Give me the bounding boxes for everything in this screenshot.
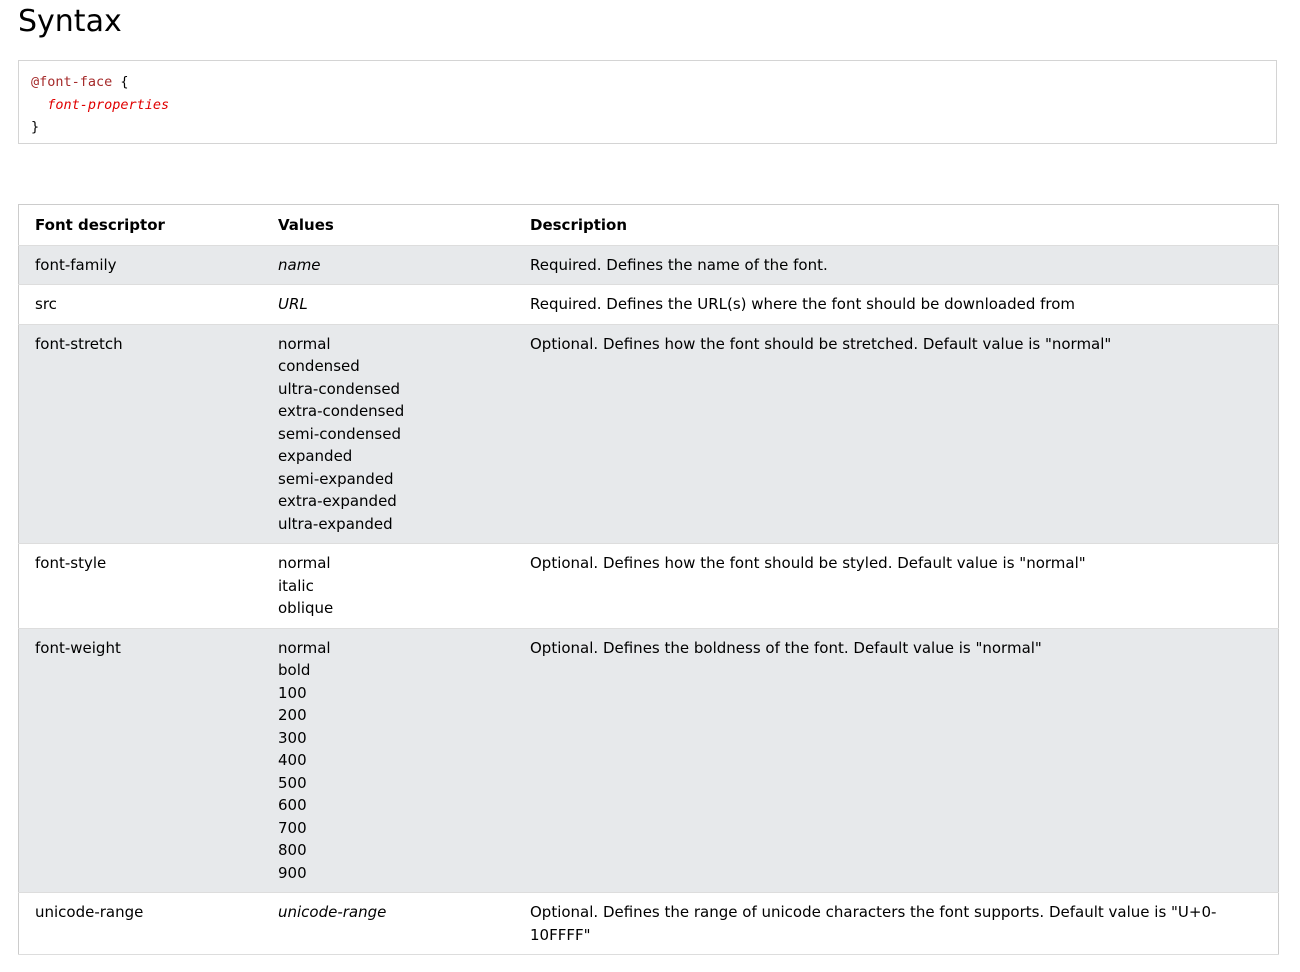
description-cell: Optional. Defines the boldness of the font. Default value is "normal" xyxy=(514,628,1279,893)
value-item: ultra-expanded xyxy=(278,514,393,533)
table-row xyxy=(19,893,1279,955)
table-row xyxy=(19,245,1279,285)
header-font-descriptor: Font descriptor xyxy=(19,205,263,246)
values-cell xyxy=(262,628,514,893)
values-cell xyxy=(262,245,514,285)
value-item: normal xyxy=(278,334,331,353)
value-item: oblique xyxy=(278,599,334,617)
value-item: name xyxy=(278,255,321,274)
code-open-brace: { xyxy=(112,74,129,90)
value-item: 800 xyxy=(278,841,307,859)
value-item: normal xyxy=(278,638,331,657)
code-properties: font-properties xyxy=(47,96,170,113)
value-item: semi-condensed xyxy=(278,424,401,443)
descriptor-cell: src xyxy=(19,285,263,325)
code-example xyxy=(18,60,1277,144)
value-item: normal xyxy=(278,554,331,572)
value-item: 600 xyxy=(278,796,307,814)
code-line-1 xyxy=(31,71,1264,94)
descriptor-cell: font-style xyxy=(19,544,263,629)
values-cell xyxy=(262,285,514,325)
value-item: 400 xyxy=(278,751,307,769)
value-item: italic xyxy=(278,576,314,595)
value-item: ultra-condensed xyxy=(278,379,401,398)
value-item: semi-expanded xyxy=(278,469,394,488)
table-header-row xyxy=(19,205,1279,246)
descriptor-cell: font-stretch xyxy=(19,324,263,544)
value-item: 200 xyxy=(278,706,307,724)
values-cell xyxy=(262,324,514,544)
description-cell: Required. Defines the URL(s) where the font should be downloaded from xyxy=(514,285,1279,325)
value-item: expanded xyxy=(278,447,353,465)
table-body xyxy=(19,245,1279,955)
values-cell xyxy=(262,893,514,955)
descriptor-cell: font-family xyxy=(19,245,263,285)
value-item: URL xyxy=(278,295,308,313)
description-cell: Optional. Defines the range of unicode characters the font supports. Default value is "U+0-10FFFF" xyxy=(514,893,1279,955)
value-item: 100 xyxy=(278,683,307,702)
description-cell: Required. Defines the name of the font. xyxy=(514,245,1279,285)
header-values: Values xyxy=(262,205,514,246)
section-heading: Syntax xyxy=(18,4,122,39)
header-description: Description xyxy=(514,205,1279,246)
value-item: 700 xyxy=(278,818,307,837)
value-item: condensed xyxy=(278,357,360,375)
values-cell xyxy=(262,544,514,629)
value-item: extra-expanded xyxy=(278,492,397,510)
value-item: 500 xyxy=(278,773,307,792)
code-at-rule: @font-face xyxy=(31,74,113,90)
value-item: 300 xyxy=(278,728,307,747)
value-item: extra-condensed xyxy=(278,402,405,420)
code-close-brace: } xyxy=(31,119,40,135)
code-line-3 xyxy=(31,116,1264,139)
value-item: unicode-range xyxy=(278,903,387,921)
table-row xyxy=(19,324,1279,544)
descriptor-cell: font-weight xyxy=(19,628,263,893)
descriptor-cell: unicode-range xyxy=(19,893,263,955)
code-line-2 xyxy=(31,94,1264,117)
font-descriptor-table xyxy=(18,204,1279,955)
table-row xyxy=(19,628,1279,893)
value-item: 900 xyxy=(278,863,307,882)
description-cell: Optional. Defines how the font should be stretched. Default value is "normal" xyxy=(514,324,1279,544)
table-row xyxy=(19,285,1279,325)
value-item: bold xyxy=(278,661,311,679)
table-row xyxy=(19,544,1279,629)
description-cell: Optional. Defines how the font should be styled. Default value is "normal" xyxy=(514,544,1279,629)
